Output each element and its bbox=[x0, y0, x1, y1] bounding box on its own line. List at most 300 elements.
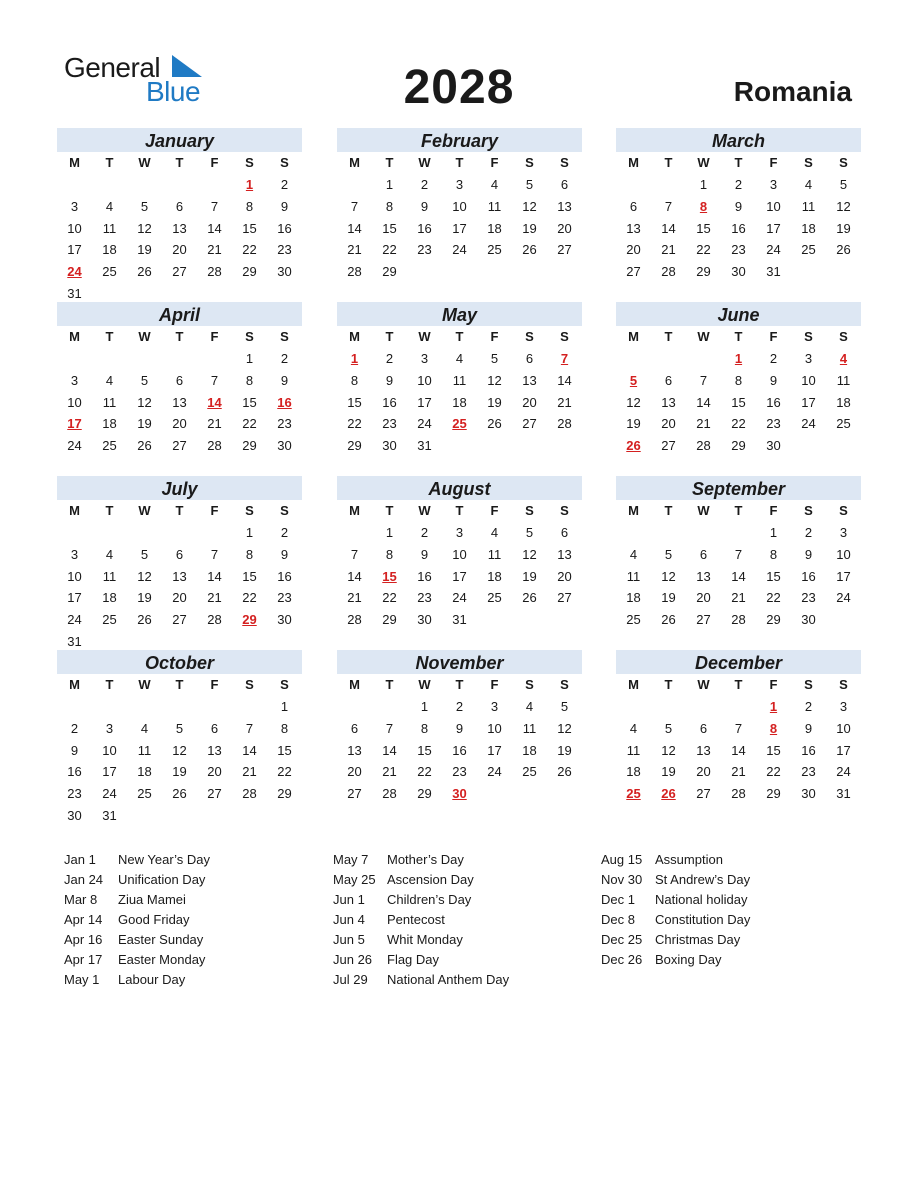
holiday-name: Easter Monday bbox=[118, 952, 206, 967]
day-empty bbox=[197, 522, 232, 544]
day-cell: 1 bbox=[769, 525, 778, 540]
day-cell: 21 bbox=[207, 590, 222, 606]
day-cell: 7 bbox=[210, 546, 219, 562]
day-cell: 1 bbox=[245, 351, 254, 366]
day-cell: 1 bbox=[420, 699, 429, 714]
day-cell: 27 bbox=[696, 786, 711, 802]
day-cell: 22 bbox=[347, 416, 362, 432]
weekday-label: F bbox=[490, 677, 499, 692]
day-empty bbox=[616, 522, 651, 544]
day-cell: 4 bbox=[490, 525, 499, 540]
day-cell: 25 bbox=[487, 242, 502, 258]
day-empty bbox=[127, 348, 162, 370]
day-cell: 8 bbox=[734, 372, 743, 388]
day-cell: 23 bbox=[801, 764, 816, 780]
weekday-label: T bbox=[734, 155, 743, 170]
day-cell: 10 bbox=[487, 720, 502, 736]
weekday-label: M bbox=[69, 677, 80, 692]
weekday-label: F bbox=[769, 677, 778, 692]
day-cell: 14 bbox=[696, 394, 711, 410]
day-empty bbox=[197, 696, 232, 718]
day-cell: 13 bbox=[172, 568, 187, 584]
weekday-label: F bbox=[769, 503, 778, 518]
day-empty bbox=[162, 696, 197, 718]
day-cell: 12 bbox=[661, 568, 676, 584]
day-empty bbox=[162, 174, 197, 196]
day-cell: 30 bbox=[731, 264, 746, 280]
day-cell: 24 bbox=[417, 416, 432, 432]
weekday-label: S bbox=[525, 155, 534, 170]
day-cell: 26 bbox=[522, 242, 537, 258]
day-cell: 9 bbox=[420, 546, 429, 562]
day-cell: 28 bbox=[207, 438, 222, 454]
weekday-label: S bbox=[280, 503, 289, 518]
month-title: February bbox=[337, 128, 582, 152]
day-cell: 22 bbox=[766, 590, 781, 606]
day-cell: 27 bbox=[522, 416, 537, 432]
day-cell: 27 bbox=[557, 590, 572, 606]
day-cell: 20 bbox=[626, 242, 641, 258]
holiday-date: Apr 17 bbox=[64, 952, 103, 967]
holiday-date: Dec 26 bbox=[601, 952, 643, 967]
day-cell: 20 bbox=[207, 764, 222, 780]
holiday-date: Jul 29 bbox=[333, 972, 368, 987]
weekday-label: T bbox=[105, 677, 114, 692]
day-empty bbox=[162, 348, 197, 370]
day-cell-holiday: 16 bbox=[277, 394, 292, 410]
day-cell: 11 bbox=[836, 372, 851, 388]
day-cell: 25 bbox=[836, 416, 851, 432]
weekday-label: M bbox=[349, 677, 360, 692]
day-cell: 30 bbox=[417, 612, 432, 628]
day-cell: 18 bbox=[801, 220, 816, 236]
day-cell: 26 bbox=[137, 438, 152, 454]
day-cell: 30 bbox=[67, 807, 82, 823]
day-cell: 4 bbox=[140, 720, 149, 736]
day-cell: 21 bbox=[661, 242, 676, 258]
day-cell: 13 bbox=[207, 742, 222, 758]
day-empty bbox=[651, 174, 686, 196]
day-cell: 24 bbox=[836, 590, 851, 606]
day-cell-holiday: 24 bbox=[67, 264, 82, 280]
holiday-name: National holiday bbox=[655, 892, 748, 907]
weekday-label: S bbox=[245, 155, 254, 170]
day-cell: 7 bbox=[699, 372, 708, 388]
day-cell: 25 bbox=[102, 264, 117, 280]
weekday-label: M bbox=[628, 503, 639, 518]
day-cell: 6 bbox=[629, 198, 638, 214]
weekday-label: S bbox=[525, 329, 534, 344]
holiday-name: Whit Monday bbox=[387, 932, 463, 947]
day-cell: 26 bbox=[137, 612, 152, 628]
weekday-label: T bbox=[455, 155, 464, 170]
day-cell: 9 bbox=[280, 546, 289, 562]
day-cell: 26 bbox=[137, 264, 152, 280]
holiday-date: Jun 1 bbox=[333, 892, 365, 907]
weekday-label: T bbox=[105, 155, 114, 170]
day-cell: 27 bbox=[557, 242, 572, 258]
day-cell: 4 bbox=[804, 177, 813, 192]
day-cell: 14 bbox=[207, 568, 222, 584]
day-cell: 10 bbox=[836, 720, 851, 736]
day-cell: 11 bbox=[801, 198, 816, 214]
day-cell: 29 bbox=[766, 612, 781, 628]
day-empty bbox=[127, 522, 162, 544]
day-cell: 28 bbox=[731, 612, 746, 628]
day-cell: 5 bbox=[664, 546, 673, 562]
day-cell: 21 bbox=[696, 416, 711, 432]
weekday-label: W bbox=[418, 329, 431, 344]
day-cell-holiday: 25 bbox=[626, 786, 641, 802]
day-cell: 20 bbox=[347, 764, 362, 780]
weekday-label: F bbox=[490, 329, 499, 344]
day-cell-holiday: 5 bbox=[629, 372, 638, 388]
day-cell: 18 bbox=[836, 394, 851, 410]
day-cell: 2 bbox=[804, 525, 813, 540]
day-cell: 9 bbox=[804, 720, 813, 736]
holiday-name: Easter Sunday bbox=[118, 932, 204, 947]
holiday-name: Unification Day bbox=[118, 872, 206, 887]
weekday-header bbox=[616, 326, 861, 348]
day-cell: 8 bbox=[385, 546, 394, 562]
weekday-label: F bbox=[210, 155, 219, 170]
day-cell: 26 bbox=[522, 590, 537, 606]
day-empty bbox=[92, 348, 127, 370]
weekday-label: M bbox=[69, 503, 80, 518]
day-cell: 29 bbox=[382, 612, 397, 628]
month-title: August bbox=[337, 476, 582, 500]
day-cell: 19 bbox=[661, 764, 676, 780]
day-cell: 29 bbox=[696, 264, 711, 280]
day-cell: 28 bbox=[661, 264, 676, 280]
day-empty bbox=[686, 348, 721, 370]
day-cell: 13 bbox=[626, 220, 641, 236]
holiday-entry bbox=[333, 890, 509, 910]
holiday-date: Jun 26 bbox=[333, 952, 373, 967]
day-cell: 1 bbox=[245, 525, 254, 540]
weekday-header bbox=[57, 152, 302, 174]
day-cell: 17 bbox=[452, 220, 467, 236]
day-cell: 22 bbox=[242, 242, 257, 258]
day-cell: 12 bbox=[137, 220, 152, 236]
day-cell: 20 bbox=[696, 590, 711, 606]
day-cell: 25 bbox=[102, 438, 117, 454]
day-cell: 14 bbox=[347, 568, 362, 584]
day-empty bbox=[616, 696, 651, 718]
day-cell: 28 bbox=[731, 786, 746, 802]
day-cell: 10 bbox=[67, 568, 82, 584]
day-cell-holiday: 7 bbox=[560, 351, 569, 366]
month-october bbox=[57, 650, 302, 827]
holiday-entry bbox=[333, 850, 509, 870]
holiday-date: Nov 30 bbox=[601, 872, 643, 887]
day-cell: 18 bbox=[487, 220, 502, 236]
day-cell: 26 bbox=[836, 242, 851, 258]
holiday-entry bbox=[64, 970, 210, 990]
weekday-label: S bbox=[560, 155, 569, 170]
day-cell: 6 bbox=[664, 372, 673, 388]
day-cell: 28 bbox=[347, 612, 362, 628]
day-cell: 26 bbox=[172, 786, 187, 802]
day-cell: 16 bbox=[731, 220, 746, 236]
month-title: April bbox=[57, 302, 302, 326]
day-cell: 23 bbox=[382, 416, 397, 432]
weekday-label: W bbox=[697, 155, 710, 170]
holiday-entry bbox=[64, 950, 210, 970]
day-empty bbox=[616, 174, 651, 196]
day-cell: 14 bbox=[207, 220, 222, 236]
day-empty bbox=[616, 348, 651, 370]
day-cell: 7 bbox=[245, 720, 254, 736]
weekday-header bbox=[616, 500, 861, 522]
day-cell: 17 bbox=[836, 742, 851, 758]
weekday-label: S bbox=[560, 503, 569, 518]
month-december bbox=[616, 650, 861, 805]
day-cell: 17 bbox=[417, 394, 432, 410]
holiday-name: Christmas Day bbox=[655, 932, 741, 947]
day-cell: 30 bbox=[766, 438, 781, 454]
day-cell: 4 bbox=[105, 372, 114, 388]
day-cell: 16 bbox=[417, 568, 432, 584]
day-cell: 1 bbox=[280, 699, 289, 714]
weekday-label: T bbox=[385, 677, 394, 692]
weekday-header bbox=[616, 152, 861, 174]
day-cell: 25 bbox=[522, 764, 537, 780]
day-cell: 30 bbox=[277, 438, 292, 454]
day-cell: 4 bbox=[525, 699, 534, 714]
holiday-entry bbox=[333, 870, 509, 890]
day-cell: 27 bbox=[626, 264, 641, 280]
day-cell: 25 bbox=[137, 786, 152, 802]
day-cell: 4 bbox=[490, 177, 499, 192]
day-cell: 29 bbox=[347, 438, 362, 454]
day-cell: 19 bbox=[137, 242, 152, 258]
weekday-label: T bbox=[385, 503, 394, 518]
holiday-date: Dec 8 bbox=[601, 912, 635, 927]
day-cell: 11 bbox=[102, 394, 117, 410]
day-cell: 20 bbox=[522, 394, 537, 410]
day-cell: 2 bbox=[769, 351, 778, 366]
day-cell: 21 bbox=[242, 764, 257, 780]
day-cell: 17 bbox=[766, 220, 781, 236]
holiday-date: May 25 bbox=[333, 872, 376, 887]
weekday-label: M bbox=[349, 329, 360, 344]
day-cell: 27 bbox=[172, 264, 187, 280]
day-cell-holiday: 1 bbox=[350, 351, 359, 366]
day-cell: 10 bbox=[801, 372, 816, 388]
day-cell: 28 bbox=[382, 786, 397, 802]
day-cell: 4 bbox=[629, 720, 638, 736]
weekday-label: T bbox=[455, 503, 464, 518]
weekday-label: T bbox=[734, 677, 743, 692]
day-empty bbox=[337, 174, 372, 196]
weekday-label: S bbox=[245, 329, 254, 344]
day-cell: 9 bbox=[769, 372, 778, 388]
day-cell-holiday: 15 bbox=[382, 568, 397, 584]
day-cell: 12 bbox=[487, 372, 502, 388]
day-cell: 7 bbox=[210, 198, 219, 214]
brand-word-blue: Blue bbox=[146, 76, 201, 107]
day-cell: 5 bbox=[664, 720, 673, 736]
weekday-label: T bbox=[175, 329, 184, 344]
day-cell: 24 bbox=[487, 764, 502, 780]
weekday-label: S bbox=[245, 503, 254, 518]
day-cell: 18 bbox=[452, 394, 467, 410]
day-cell: 22 bbox=[766, 764, 781, 780]
day-cell: 9 bbox=[280, 198, 289, 214]
day-cell: 19 bbox=[522, 220, 537, 236]
day-cell: 24 bbox=[102, 786, 117, 802]
day-cell: 29 bbox=[242, 438, 257, 454]
holiday-name: Boxing Day bbox=[655, 952, 722, 967]
day-empty bbox=[197, 348, 232, 370]
holiday-name: Labour Day bbox=[118, 972, 186, 987]
day-cell: 15 bbox=[347, 394, 362, 410]
weekday-label: S bbox=[525, 503, 534, 518]
day-cell: 1 bbox=[385, 177, 394, 192]
day-cell: 14 bbox=[661, 220, 676, 236]
day-cell-holiday: 25 bbox=[452, 416, 467, 432]
day-cell: 3 bbox=[490, 699, 499, 714]
holiday-entry bbox=[601, 950, 750, 970]
day-cell: 10 bbox=[417, 372, 432, 388]
month-november bbox=[337, 650, 582, 805]
weekday-label: M bbox=[628, 677, 639, 692]
weekday-label: S bbox=[804, 677, 813, 692]
day-cell: 12 bbox=[522, 546, 537, 562]
day-cell: 7 bbox=[734, 720, 743, 736]
day-cell: 6 bbox=[350, 720, 359, 736]
holiday-name: St Andrew’s Day bbox=[655, 872, 751, 887]
weekday-label: S bbox=[839, 677, 848, 692]
day-empty bbox=[337, 696, 372, 718]
day-cell: 16 bbox=[67, 764, 82, 780]
day-cell: 23 bbox=[277, 590, 292, 606]
day-cell: 16 bbox=[801, 742, 816, 758]
day-cell: 19 bbox=[137, 416, 152, 432]
weekday-label: T bbox=[105, 329, 114, 344]
day-cell: 31 bbox=[102, 807, 117, 823]
day-cell: 23 bbox=[277, 242, 292, 258]
day-empty bbox=[686, 522, 721, 544]
day-cell-holiday: 30 bbox=[452, 786, 467, 802]
weekday-label: T bbox=[175, 155, 184, 170]
day-cell: 4 bbox=[105, 546, 114, 562]
day-cell: 19 bbox=[836, 220, 851, 236]
day-cell: 27 bbox=[661, 438, 676, 454]
weekday-label: T bbox=[105, 503, 114, 518]
day-cell: 14 bbox=[731, 742, 746, 758]
holiday-entry bbox=[601, 910, 750, 930]
day-cell: 24 bbox=[452, 242, 467, 258]
day-cell: 18 bbox=[137, 764, 152, 780]
day-cell: 12 bbox=[557, 720, 572, 736]
day-cell: 8 bbox=[385, 198, 394, 214]
day-cell: 2 bbox=[455, 699, 464, 714]
day-cell: 31 bbox=[67, 285, 82, 301]
day-empty bbox=[721, 696, 756, 718]
day-cell: 21 bbox=[207, 416, 222, 432]
day-cell: 16 bbox=[382, 394, 397, 410]
day-cell: 22 bbox=[382, 242, 397, 258]
weekday-label: T bbox=[455, 677, 464, 692]
day-cell: 19 bbox=[487, 394, 502, 410]
day-cell: 18 bbox=[626, 764, 641, 780]
day-cell-holiday: 8 bbox=[699, 198, 708, 214]
day-cell: 5 bbox=[175, 720, 184, 736]
day-cell: 31 bbox=[67, 633, 82, 649]
day-empty bbox=[721, 522, 756, 544]
day-empty bbox=[651, 522, 686, 544]
day-cell: 11 bbox=[102, 220, 117, 236]
holiday-name: Ziua Mamei bbox=[118, 892, 186, 907]
day-cell-holiday: 1 bbox=[734, 351, 743, 366]
day-cell: 13 bbox=[661, 394, 676, 410]
day-cell: 12 bbox=[137, 394, 152, 410]
day-cell: 10 bbox=[836, 546, 851, 562]
day-cell: 13 bbox=[696, 742, 711, 758]
calendar-year: 2028 bbox=[403, 61, 515, 114]
weekday-label: W bbox=[697, 677, 710, 692]
day-cell: 15 bbox=[277, 742, 292, 758]
day-cell-holiday: 26 bbox=[661, 786, 676, 802]
day-cell: 27 bbox=[207, 786, 222, 802]
weekday-label: W bbox=[138, 155, 151, 170]
day-empty bbox=[127, 696, 162, 718]
day-cell: 11 bbox=[487, 546, 502, 562]
day-cell: 22 bbox=[417, 764, 432, 780]
day-empty bbox=[337, 522, 372, 544]
day-cell: 8 bbox=[350, 372, 359, 388]
month-title: October bbox=[57, 650, 302, 674]
day-cell: 14 bbox=[347, 220, 362, 236]
day-cell: 18 bbox=[626, 590, 641, 606]
day-cell: 16 bbox=[801, 568, 816, 584]
day-cell: 17 bbox=[487, 742, 502, 758]
day-cell: 18 bbox=[102, 590, 117, 606]
holiday-name: Good Friday bbox=[118, 912, 190, 927]
day-cell: 24 bbox=[766, 242, 781, 258]
day-cell: 28 bbox=[207, 612, 222, 628]
day-cell: 7 bbox=[350, 198, 359, 214]
day-cell: 27 bbox=[347, 786, 362, 802]
day-cell: 17 bbox=[836, 568, 851, 584]
day-grid bbox=[57, 174, 302, 305]
weekday-label: T bbox=[664, 329, 673, 344]
day-cell: 23 bbox=[801, 590, 816, 606]
day-cell: 2 bbox=[420, 525, 429, 540]
day-cell: 6 bbox=[175, 198, 184, 214]
month-september bbox=[616, 476, 861, 631]
holiday-entry bbox=[601, 870, 750, 890]
day-cell: 3 bbox=[105, 720, 114, 736]
weekday-label: S bbox=[839, 503, 848, 518]
day-cell: 31 bbox=[417, 438, 432, 454]
day-cell: 16 bbox=[452, 742, 467, 758]
day-cell: 27 bbox=[696, 612, 711, 628]
day-cell: 10 bbox=[452, 546, 467, 562]
day-cell: 15 bbox=[242, 568, 257, 584]
day-cell: 16 bbox=[277, 220, 292, 236]
day-cell: 22 bbox=[731, 416, 746, 432]
weekday-label: T bbox=[175, 503, 184, 518]
day-cell: 29 bbox=[766, 786, 781, 802]
weekday-label: F bbox=[210, 329, 219, 344]
day-cell: 23 bbox=[417, 242, 432, 258]
day-empty bbox=[57, 174, 92, 196]
day-cell: 21 bbox=[731, 590, 746, 606]
day-cell: 17 bbox=[67, 590, 82, 606]
